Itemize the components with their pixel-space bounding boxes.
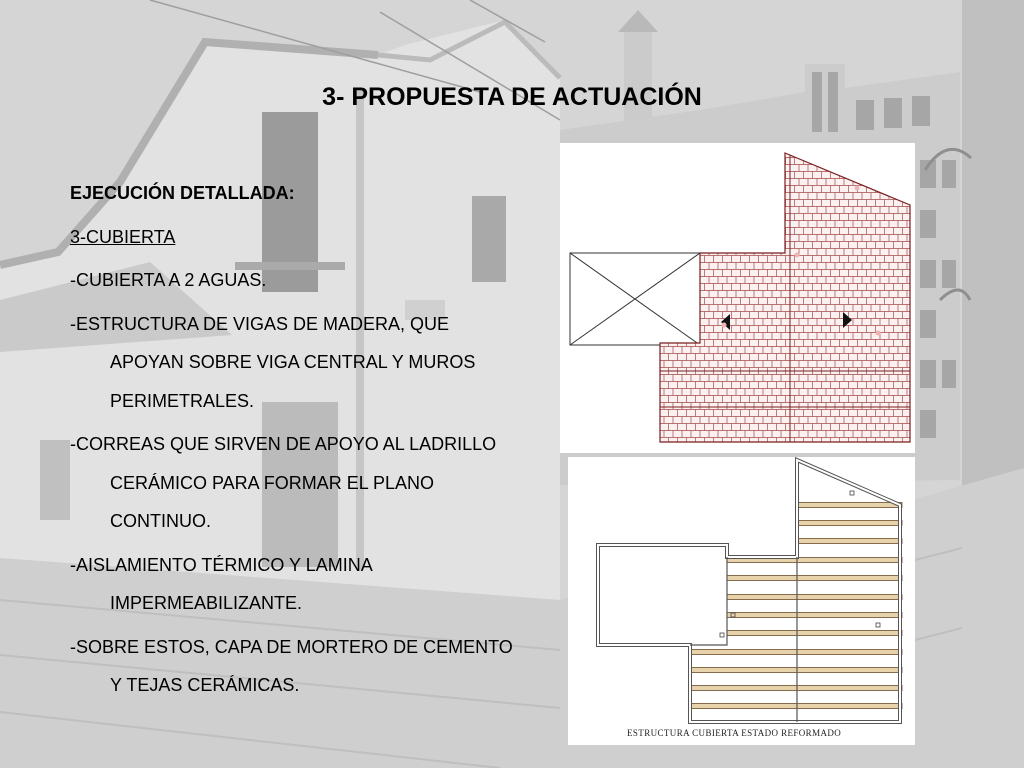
- list-item-line: -SOBRE ESTOS, CAPA DE MORTERO DE CEMENTO: [70, 636, 513, 657]
- beam: [690, 668, 902, 673]
- section-heading: [70, 174, 550, 213]
- list-item-line: APOYAN SOBRE VIGA CENTRAL Y MUROS: [110, 352, 476, 372]
- list-item-line: Y TEJAS CERÁMICAS.: [110, 675, 300, 695]
- beam: [727, 631, 902, 636]
- slide-title: 3- PROPUESTA DE ACTUACIÓN: [322, 83, 702, 111]
- beam: [690, 686, 902, 691]
- list-item: [70, 546, 550, 623]
- list-item: [70, 425, 550, 541]
- beam: [690, 650, 902, 655]
- structure-drawing: [568, 457, 915, 745]
- beam: [727, 576, 902, 581]
- section-heading-text: EJECUCIÓN DETALLADA:: [70, 183, 295, 203]
- list-item-line: CERÁMICO PARA FORMAR EL PLANO: [110, 472, 435, 493]
- beam: [690, 704, 902, 709]
- beam: [797, 503, 902, 508]
- beam: [727, 613, 902, 618]
- list-item: [70, 628, 550, 705]
- subsection-heading: [70, 218, 550, 257]
- list-item-line: -AISLAMIENTO TÉRMICO Y LAMINA: [70, 554, 373, 575]
- roof-plan-drawing: [560, 143, 915, 453]
- list-item-line: CONTINUO.: [110, 511, 211, 531]
- drawing-marker: [855, 186, 860, 191]
- drawing-caption: ESTRUCTURA CUBIERTA ESTADO REFORMADO: [627, 728, 842, 738]
- drawing-marker: [876, 331, 881, 336]
- subsection-heading-text: 3-CUBIERTA: [70, 226, 176, 247]
- beam: [727, 595, 902, 600]
- roof-plan-figure: [560, 143, 915, 453]
- beam: [797, 521, 902, 526]
- list-item-line: -CUBIERTA A 2 AGUAS.: [70, 270, 267, 290]
- drawing-marker: [795, 253, 800, 258]
- drawing-marker: [722, 323, 727, 328]
- list-item-line: IMPERMEABILIZANTE.: [110, 593, 303, 613]
- list-item-line: PERIMETRALES.: [110, 390, 255, 411]
- drawing-background: [568, 457, 915, 745]
- slide-body: [70, 174, 550, 705]
- structure-figure: [568, 457, 915, 745]
- list-item: [70, 305, 550, 421]
- list-item: [70, 261, 550, 300]
- beam: [797, 539, 902, 544]
- list-item-line: -ESTRUCTURA DE VIGAS DE MADERA, QUE: [70, 313, 450, 334]
- list-item-line: -CORREAS QUE SIRVEN DE APOYO AL LADRILLO: [70, 434, 497, 454]
